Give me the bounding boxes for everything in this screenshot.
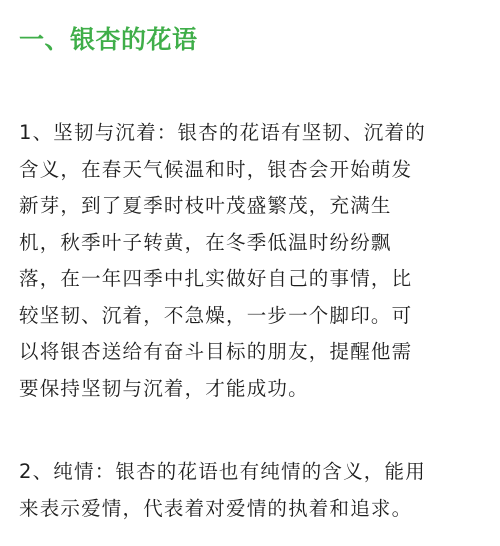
- paragraph-line: 2、纯情：银杏的花语也有纯情的含义，能用: [19, 460, 426, 483]
- paragraph-line: 较坚韧、沉着，不急燥，一步一个脚印。可: [19, 303, 413, 327]
- paragraph-1: [19, 115, 481, 407]
- section-heading: 一、银杏的花语: [19, 25, 198, 54]
- paragraph-line: 含义，在春天气候温和时，银杏会开始萌发: [19, 157, 413, 181]
- paragraph-line: 要保持坚韧与沉着，才能成功。: [19, 376, 309, 400]
- paragraph-line: 落，在一年四季中扎实做好自己的事情，比: [19, 267, 413, 290]
- paragraph-line: 以将银杏送给有奋斗目标的朋友，提醒他需: [19, 340, 413, 363]
- paragraph-line: 机，秋季叶子转黄，在冬季低温时纷纷飘: [19, 230, 392, 254]
- paragraph-line: 1、坚韧与沉着：银杏的花语有坚韧、沉着的: [19, 121, 426, 144]
- paragraph-line: 来表示爱情，代表着对爱情的执着和追求。: [19, 496, 413, 520]
- paragraph-2: [19, 454, 481, 527]
- paragraph-line: 新芽，到了夏季时枝叶茂盛繁茂，充满生: [19, 194, 392, 217]
